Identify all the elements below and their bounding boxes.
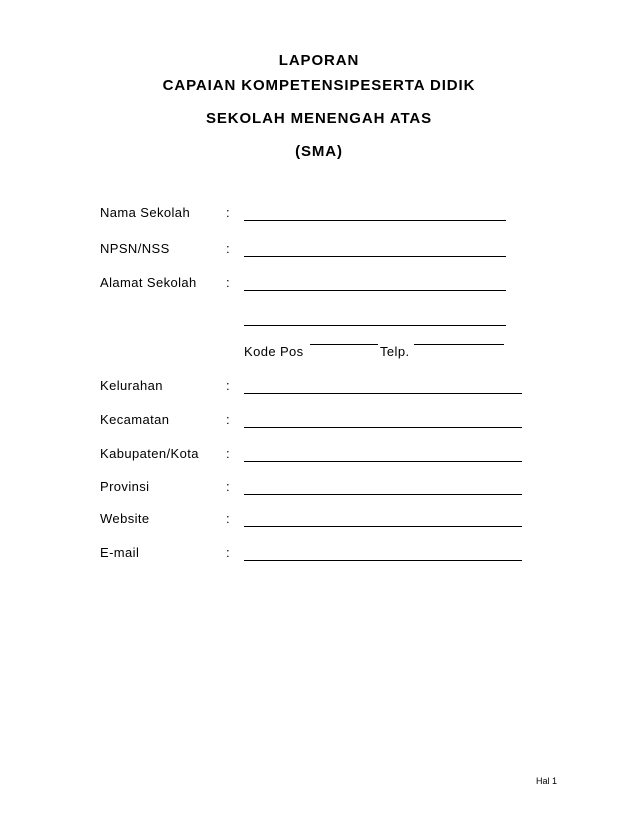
page-number: Hal 1 (536, 776, 558, 786)
telp-blank (414, 344, 504, 345)
telp-label: Telp. (380, 344, 410, 359)
field-label: Nama Sekolah (100, 205, 191, 220)
fill-in-line (244, 526, 522, 527)
field-colon: : (226, 446, 231, 461)
field-label: Provinsi (100, 479, 150, 494)
fill-in-line (244, 494, 522, 495)
field-label: E-mail (100, 545, 140, 560)
fill-in-line (244, 290, 506, 291)
kode-pos-blank (310, 344, 378, 345)
field-label: NPSN/NSS (100, 241, 170, 256)
field-colon: : (226, 378, 231, 393)
title-sekolah-menengah-atas: SEKOLAH MENENGAH ATAS (205, 110, 433, 127)
field-colon: : (226, 412, 231, 427)
fill-in-line (244, 560, 522, 561)
field-label: Alamat Sekolah (100, 275, 197, 290)
fill-in-line (244, 427, 522, 428)
title-capaian-kompetensi: CAPAIAN KOMPETENSIPESERTA DIDIK (162, 77, 476, 94)
fill-in-line (244, 256, 506, 257)
field-colon: : (226, 275, 231, 290)
field-colon: : (226, 205, 231, 220)
field-label: Kabupaten/Kota (100, 446, 199, 461)
fill-in-line (244, 393, 522, 394)
kode-pos-label: Kode Pos (244, 344, 304, 359)
field-label: Kelurahan (100, 378, 163, 393)
field-colon: : (226, 511, 231, 526)
field-colon: : (226, 545, 231, 560)
fill-in-line (244, 325, 506, 326)
fill-in-line (244, 220, 506, 221)
title-sma: (SMA) (295, 143, 343, 160)
field-label: Website (100, 511, 150, 526)
title-laporan: LAPORAN (278, 52, 360, 69)
fill-in-line (244, 461, 522, 462)
field-colon: : (226, 241, 231, 256)
field-colon: : (226, 479, 231, 494)
field-label: Kecamatan (100, 412, 170, 427)
